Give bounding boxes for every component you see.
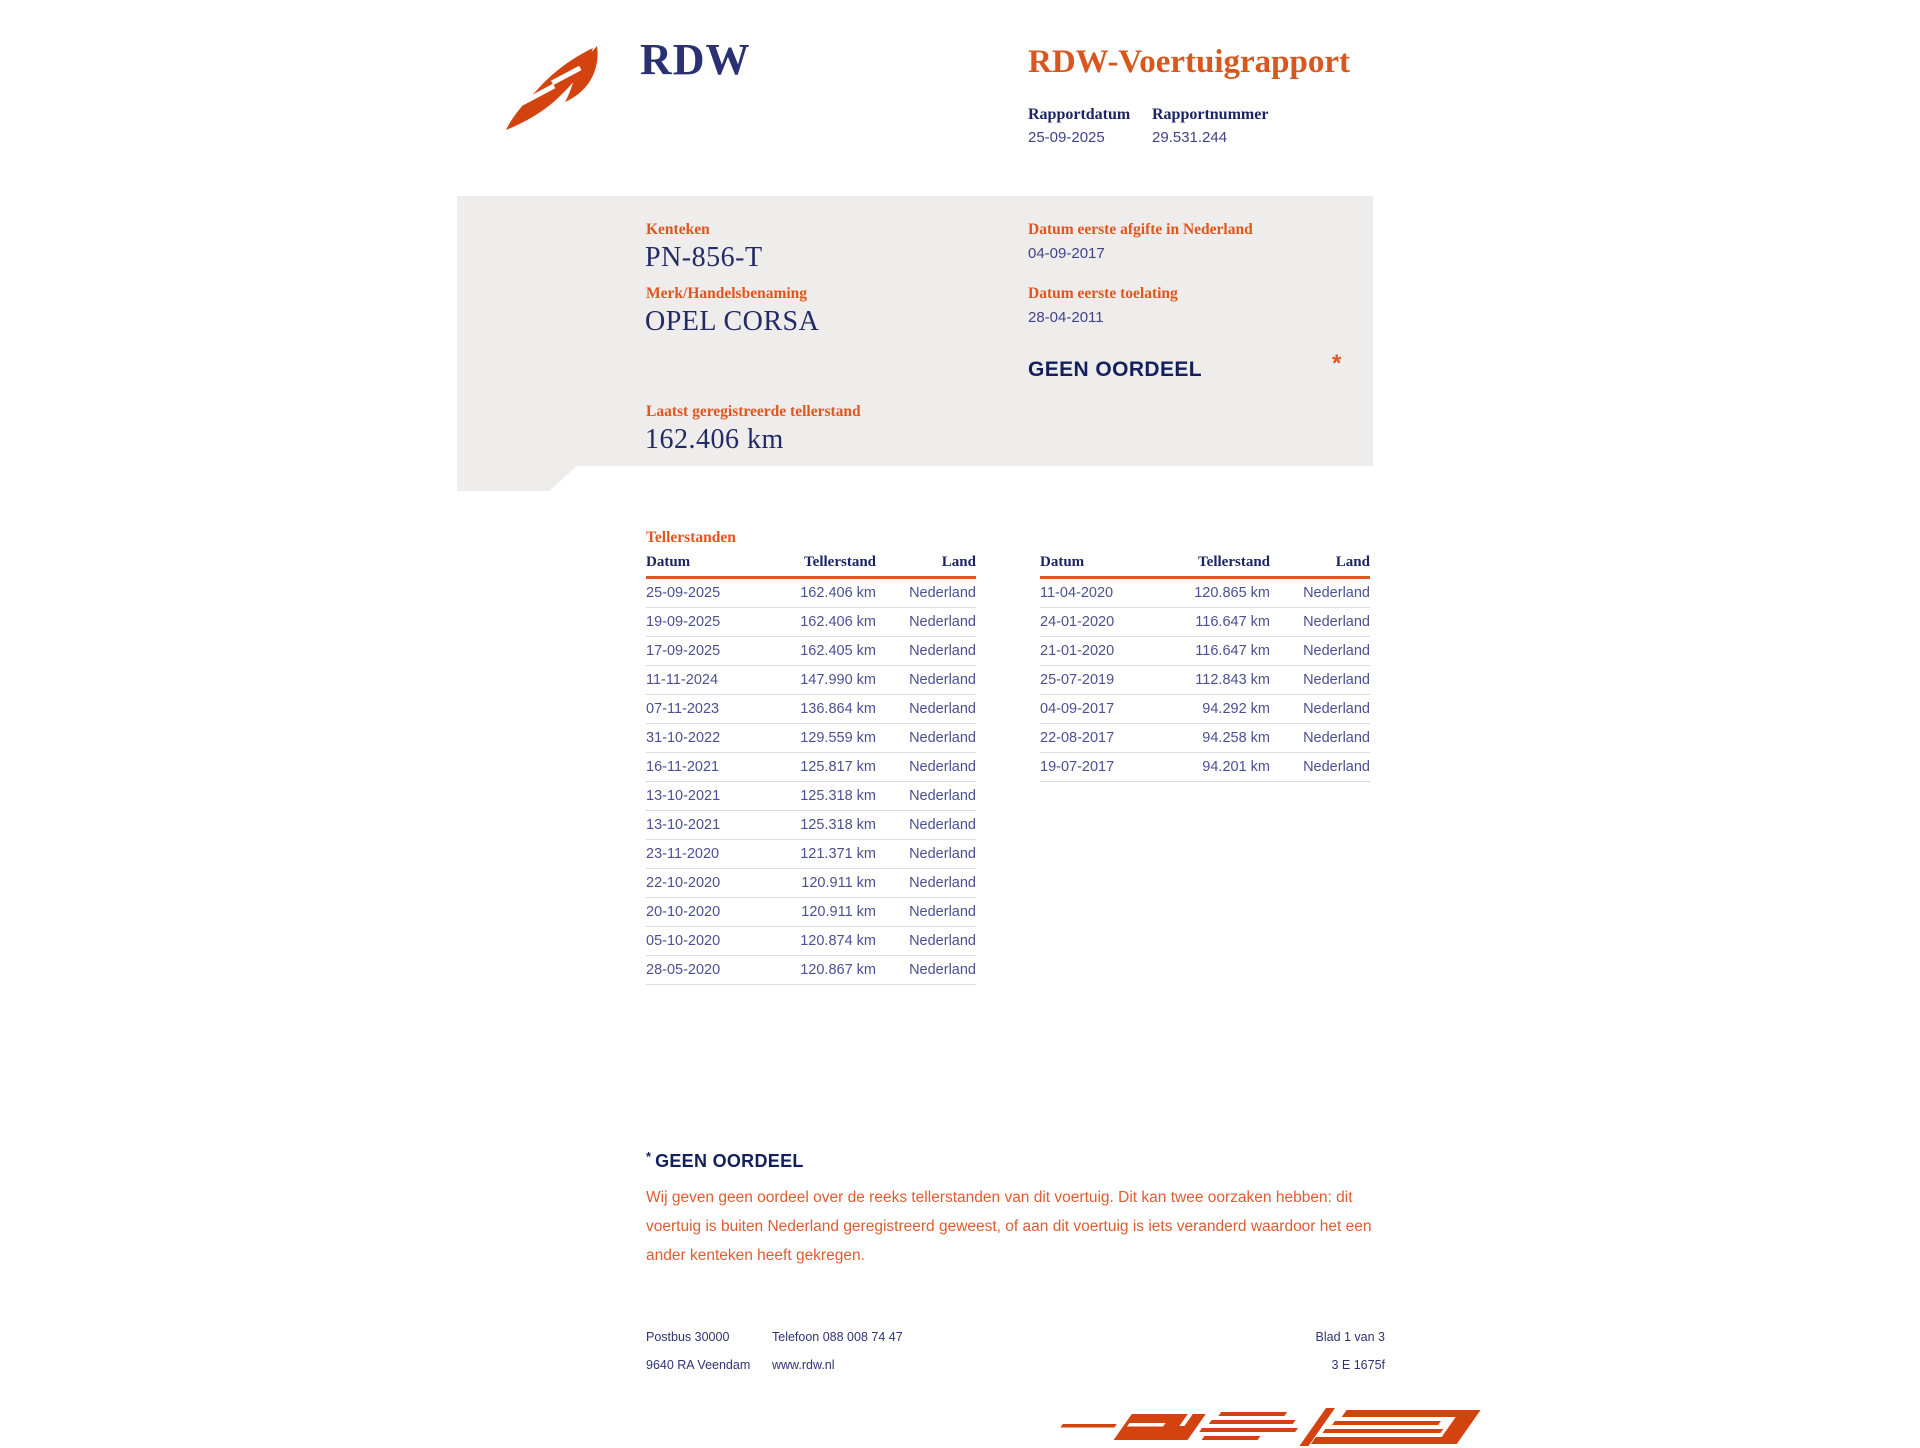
cell-land: Nederland (909, 759, 976, 775)
report-title: RDW-Voertuigrapport (1028, 44, 1351, 80)
table-row (646, 666, 976, 695)
table-row (1040, 724, 1370, 753)
column-header-tellerstand: Tellerstand (1198, 554, 1270, 570)
tellerstand-label: Laatst geregistreerde tellerstand (646, 403, 861, 420)
speed-lines-icon (1046, 1408, 1494, 1448)
cell-tellerstand: 162.406 km (800, 585, 876, 601)
cell-datum: 13-10-2021 (646, 788, 721, 804)
cell-tellerstand: 162.406 km (800, 614, 876, 630)
toelating-label: Datum eerste toelating (1028, 285, 1178, 302)
cell-datum: 07-11-2023 (646, 701, 720, 717)
cell-datum: 17-09-2025 (646, 643, 721, 659)
cell-datum: 22-08-2017 (1040, 730, 1115, 746)
cell-tellerstand: 120.865 km (1194, 585, 1270, 601)
cell-tellerstand: 116.647 km (1195, 614, 1270, 630)
table-row (646, 695, 976, 724)
table-row (646, 753, 976, 782)
cell-tellerstand: 162.405 km (800, 643, 876, 659)
tellerstanden-table-left (646, 554, 976, 985)
table-row (646, 724, 976, 753)
footer-phone: Telefoon 088 008 74 47 (772, 1330, 903, 1344)
cell-land: Nederland (909, 904, 976, 920)
cell-tellerstand: 125.318 km (800, 817, 876, 833)
cell-datum: 31-10-2022 (646, 730, 721, 746)
table-body (646, 579, 976, 985)
table-row (646, 637, 976, 666)
afgifte-value: 04-09-2017 (1028, 245, 1105, 262)
table-row (646, 608, 976, 637)
cell-datum: 25-07-2019 (1040, 672, 1115, 688)
table-row (1040, 695, 1370, 724)
footer-website: www.rdw.nl (772, 1358, 835, 1372)
cell-land: Nederland (909, 933, 976, 949)
tellerstanden-heading: Tellerstanden (646, 529, 736, 546)
table-row (1040, 666, 1370, 695)
kenteken-label: Kenteken (646, 221, 710, 238)
cell-tellerstand: 120.911 km (801, 875, 876, 891)
table-row (646, 956, 976, 985)
cell-land: Nederland (1303, 614, 1370, 630)
table-row (1040, 753, 1370, 782)
cell-tellerstand: 120.911 km (801, 904, 876, 920)
rapportnummer-label: Rapportnummer (1152, 106, 1269, 123)
afgifte-label: Datum eerste afgifte in Nederland (1028, 221, 1253, 238)
cell-tellerstand: 112.843 km (1195, 672, 1270, 688)
footnote-asterisk-icon: * (646, 1149, 652, 1164)
column-header-land: Land (1335, 554, 1370, 570)
tellerstand-value: 162.406 km (645, 424, 784, 455)
cell-tellerstand: 129.559 km (800, 730, 876, 746)
cell-land: Nederland (1303, 585, 1370, 601)
cell-datum: 24-01-2020 (1040, 614, 1115, 630)
footnote-body: Wij geven geen oordeel over de reeks tellerstanden van dit voertuig. Dit kan twee oorzaken hebben: dit voertuig is buiten Nederland geregistreerd geweest, of aan dit voertuig is iets veranderd waardoor het een ander kenteken heeft gekregen. (646, 1189, 1372, 1264)
cell-datum: 04-09-2017 (1040, 701, 1115, 717)
cell-tellerstand: 94.292 km (1202, 701, 1270, 717)
cell-tellerstand: 116.647 km (1195, 643, 1270, 659)
tellerstanden-table-right (1040, 554, 1370, 782)
cell-land: Nederland (909, 614, 976, 630)
cell-land: Nederland (909, 672, 976, 688)
cell-datum: 11-04-2020 (1040, 585, 1114, 601)
cell-land: Nederland (909, 875, 976, 891)
cell-land: Nederland (909, 962, 976, 978)
table-row (1040, 608, 1370, 637)
kenteken-value: PN-856-T (645, 242, 763, 273)
cell-datum: 20-10-2020 (646, 904, 721, 920)
toelating-value: 28-04-2011 (1028, 309, 1104, 326)
column-header-tellerstand: Tellerstand (804, 554, 876, 570)
cell-land: Nederland (909, 701, 976, 717)
cell-tellerstand: 125.318 km (800, 788, 876, 804)
cell-datum: 16-11-2021 (646, 759, 720, 775)
table-row (646, 782, 976, 811)
footer-address-line1: Postbus 30000 (646, 1330, 730, 1344)
cell-tellerstand: 136.864 km (800, 701, 876, 717)
table-row (646, 869, 976, 898)
table-row (646, 579, 976, 608)
cell-datum: 19-07-2017 (1040, 759, 1115, 775)
footer-address-line2: 9640 RA Veendam (646, 1358, 751, 1372)
footnote-title: GEEN OORDEEL (655, 1151, 804, 1171)
cell-land: Nederland (909, 846, 976, 862)
rapportdatum-value: 25-09-2025 (1028, 129, 1105, 146)
cell-datum: 13-10-2021 (646, 817, 721, 833)
cell-land: Nederland (1303, 701, 1370, 717)
cell-tellerstand: 94.201 km (1202, 759, 1270, 775)
cell-land: Nederland (909, 643, 976, 659)
table-row (646, 898, 976, 927)
column-header-datum: Datum (646, 554, 691, 570)
cell-tellerstand: 125.817 km (800, 759, 876, 775)
cell-tellerstand: 120.867 km (800, 962, 876, 978)
cell-datum: 28-05-2020 (646, 962, 721, 978)
cell-land: Nederland (909, 730, 976, 746)
footer-page-indicator: Blad 1 van 3 (1315, 1330, 1385, 1344)
table-row (1040, 579, 1370, 608)
table-header-row (646, 554, 976, 579)
column-header-datum: Datum (1040, 554, 1085, 570)
judgement-text: GEEN OORDEEL (1028, 358, 1202, 381)
footnote-heading (646, 1149, 804, 1172)
cell-datum: 23-11-2020 (646, 846, 720, 862)
asterisk-icon: * (1332, 350, 1342, 377)
rapportdatum-label: Rapportdatum (1028, 106, 1131, 123)
cell-land: Nederland (1303, 759, 1370, 775)
cell-datum: 05-10-2020 (646, 933, 721, 949)
cell-tellerstand: 121.371 km (800, 846, 876, 862)
cell-datum: 11-11-2024 (646, 672, 719, 688)
cell-land: Nederland (909, 817, 976, 833)
cell-tellerstand: 94.258 km (1202, 730, 1270, 746)
cell-datum: 22-10-2020 (646, 875, 721, 891)
logo-wordmark: RDW (640, 35, 751, 84)
table-body (1040, 579, 1370, 782)
table-row (1040, 637, 1370, 666)
table-row (646, 811, 976, 840)
cell-datum: 25-09-2025 (646, 585, 721, 601)
table-row (646, 840, 976, 869)
merk-value: OPEL CORSA (645, 306, 820, 337)
cell-land: Nederland (1303, 643, 1370, 659)
cell-land: Nederland (909, 788, 976, 804)
cell-datum: 19-09-2025 (646, 614, 721, 630)
cell-land: Nederland (909, 585, 976, 601)
cell-datum: 21-01-2020 (1040, 643, 1115, 659)
column-header-land: Land (941, 554, 976, 570)
footer-form-code: 3 E 1675f (1331, 1358, 1385, 1372)
cell-land: Nederland (1303, 672, 1370, 688)
rdw-wing-icon (500, 40, 628, 134)
merk-label: Merk/Handelsbenaming (646, 285, 808, 302)
cell-tellerstand: 120.874 km (800, 933, 876, 949)
table-header-row (1040, 554, 1370, 579)
vehicle-info-box-tab (457, 466, 577, 491)
cell-tellerstand: 147.990 km (800, 672, 876, 688)
cell-land: Nederland (1303, 730, 1370, 746)
table-row (646, 927, 976, 956)
rapportnummer-value: 29.531.244 (1152, 129, 1228, 146)
